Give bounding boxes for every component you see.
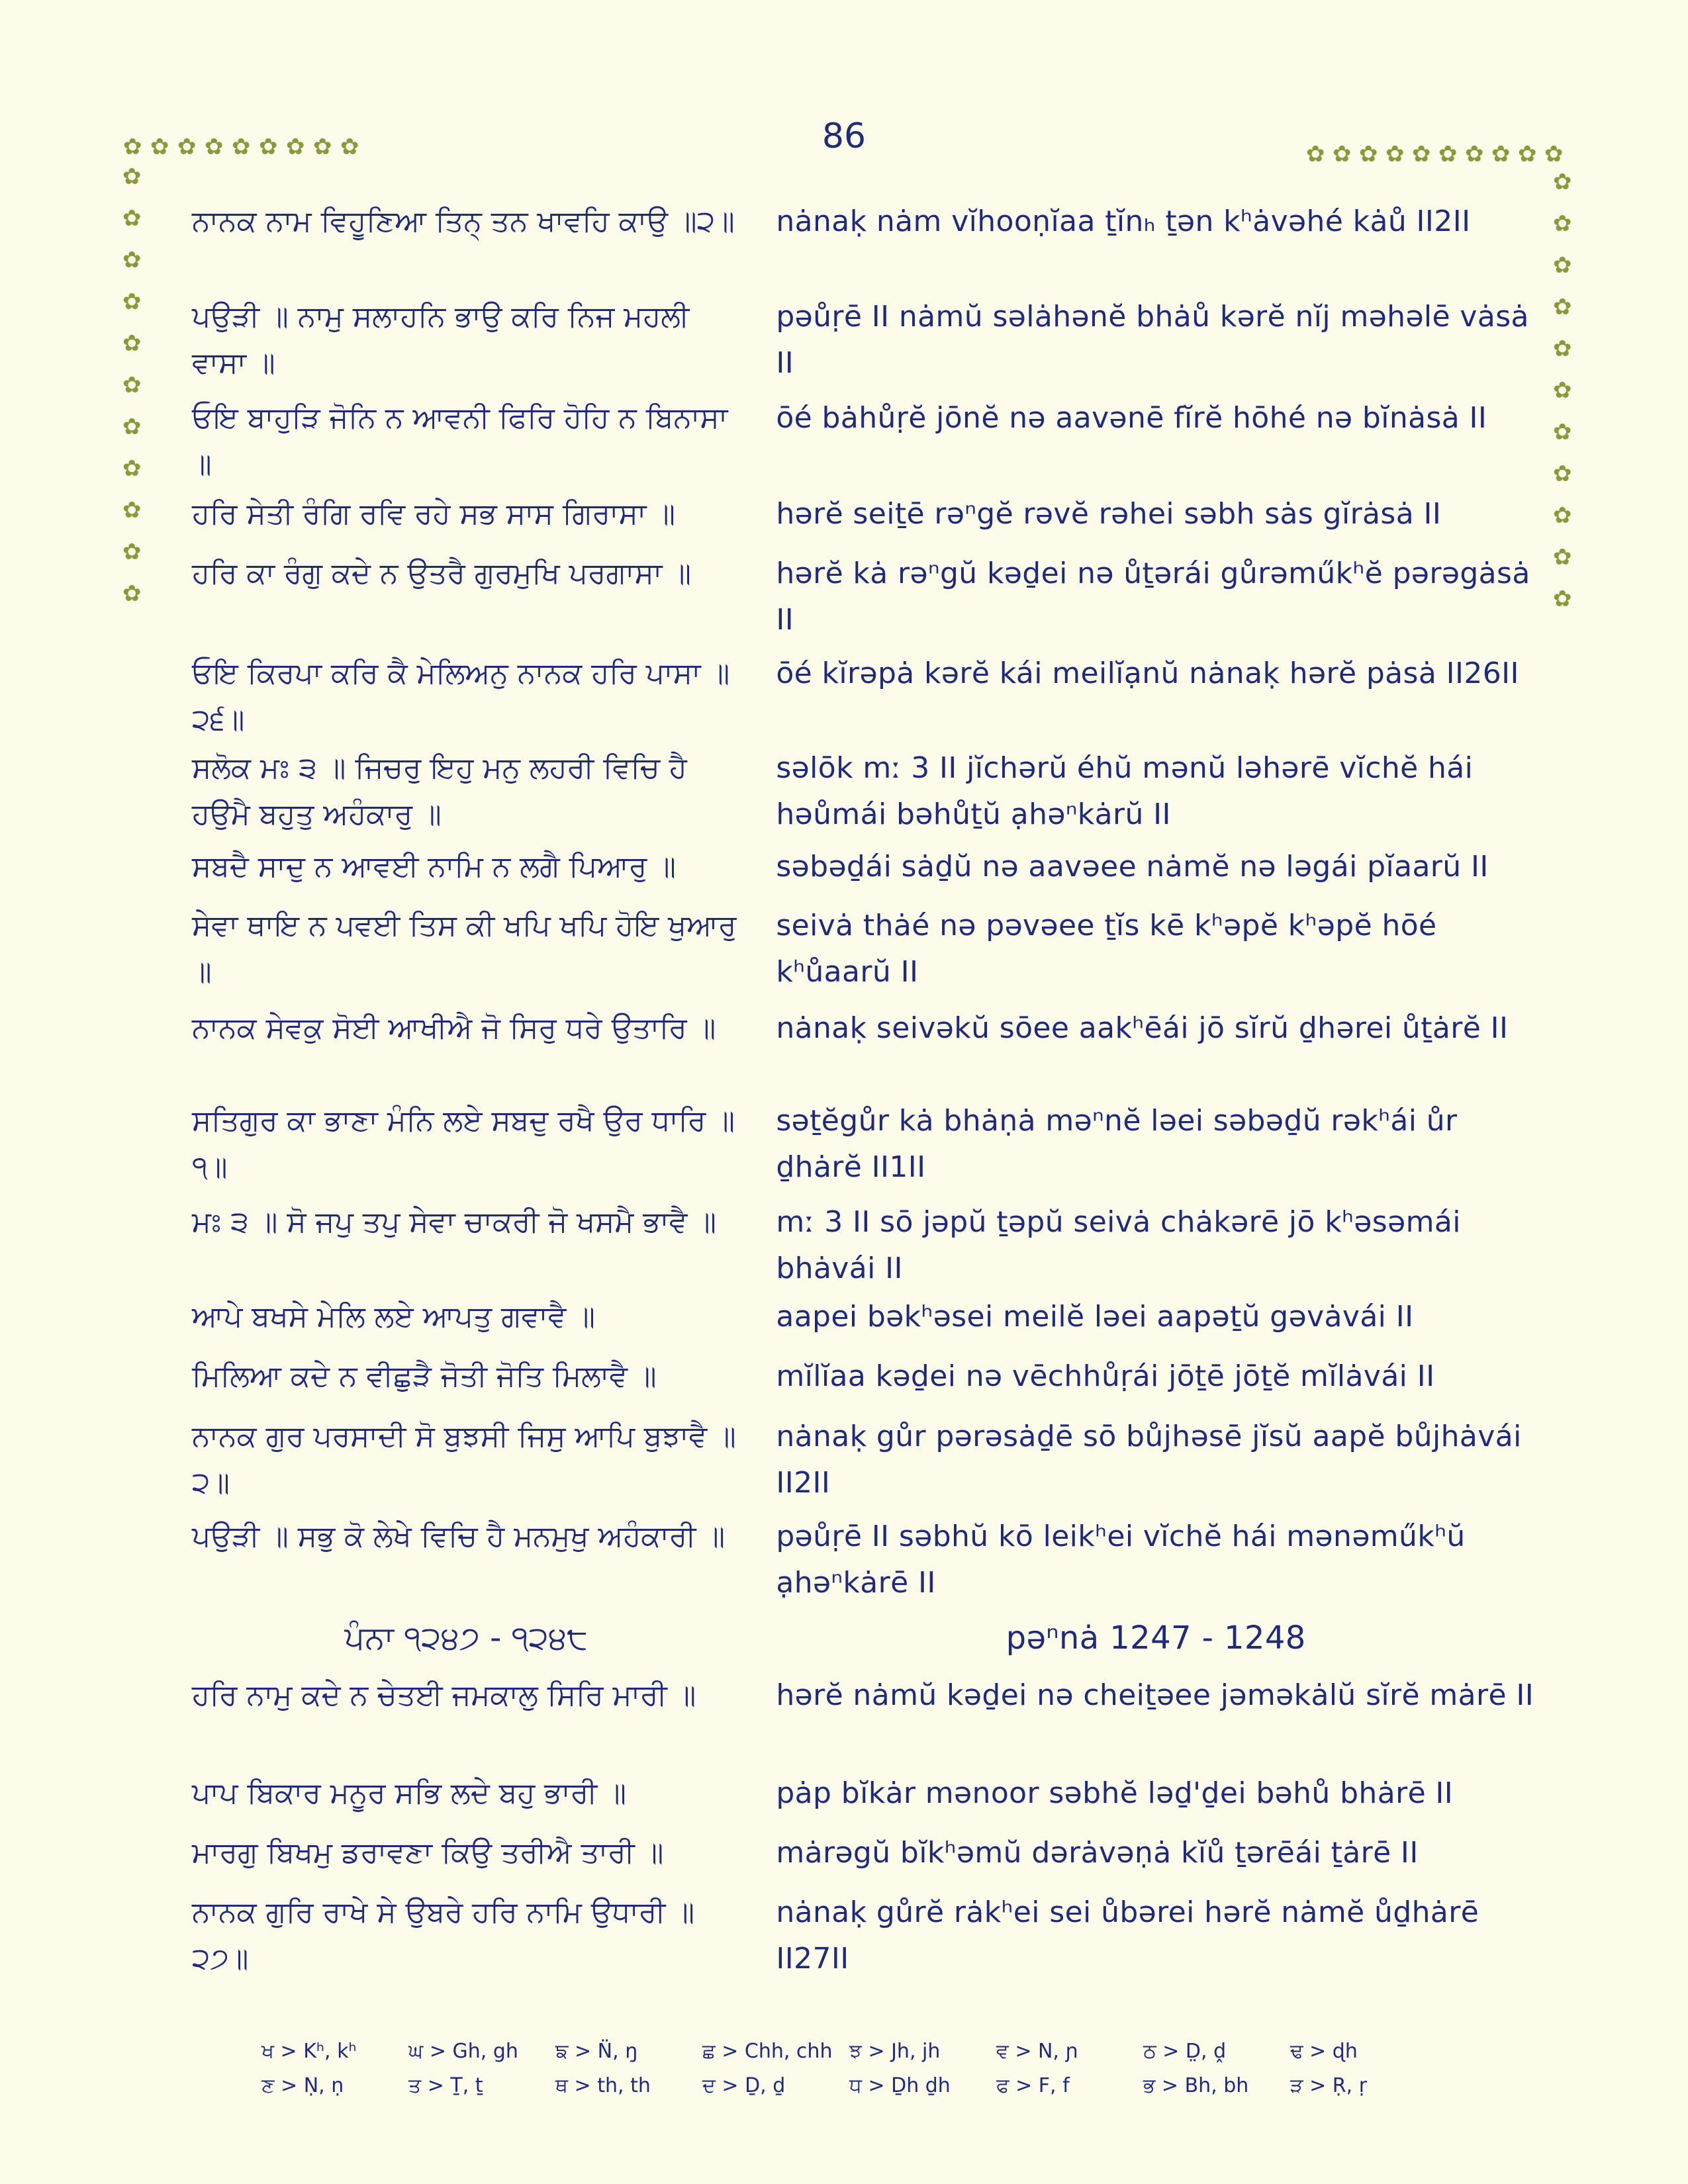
- transliteration-text: mȧrəgŭ bĭkʰəmŭ dərȧvəṇȧ kĭů ṯərēái ṯȧrē II: [776, 1836, 1419, 1870]
- flower-ornament-icon: ✿: [1465, 141, 1484, 167]
- gurmukhi-text: ਨਾਨਕ ਨਾਮ ਵਿਹੂਣਿਆ ਤਿਨ੍ ਤਨ ਖਾਵਹਿ ਕਾਉ ॥੨॥: [192, 205, 735, 238]
- legend-item: ਦ > Ḏ, ḏ: [702, 2074, 786, 2097]
- transliteration-text: mĭlĭaa kəḏei nə vēchhůṛái jōṯē jōṯĕ mĭlȧvái II: [776, 1359, 1435, 1393]
- flower-ornament-icon: ✿: [1491, 141, 1511, 167]
- gurmukhi-text: ਮਿਲਿਆ ਕਦੇ ਨ ਵੀਛੁੜੈ ਜੋਤੀ ਜੋਤਿ ਮਿਲਾਵੈ ॥: [192, 1359, 657, 1393]
- gurmukhi-text: ਨਾਨਕ ਸੇਵਕੁ ਸੋਈ ਆਖੀਐ ਜੋ ਸਿਰੁ ਧਰੇ ਉਤਾਰਿ ॥: [192, 1011, 716, 1045]
- legend-item: ਢ > ɖh: [1290, 2040, 1358, 2063]
- transliteration-text: hərĕ nȧmŭ kəḏei nə cheiṯəee jəməkȧlŭ sĭrĕ mȧrē II: [776, 1678, 1534, 1712]
- transliteration-text: səlōk mː 3 II jĭchərŭ éhŭ mənŭ ləhərē vĭchĕ hái həůmái bəhůṯŭ ạhəⁿkȧrŭ II: [776, 751, 1474, 831]
- flower-ornament-icon: ✿: [1553, 586, 1572, 612]
- verse-row: [192, 491, 1536, 537]
- flower-ornament-icon: ✿: [122, 372, 142, 398]
- gurmukhi-text: ਸਲੋਕ ਮਃ ੩ ॥ ਜਿਚਰੁ ਇਹੁ ਮਨੁ ਲਹਰੀ ਵਿਚਿ ਹੈ ਹਉਮੈ ਬਹੁਤੁ ਅਹੰਕਾਰੁ ॥: [192, 751, 687, 831]
- flower-ornament-icon: ✿: [1438, 141, 1458, 167]
- legend-item: ਵ > N, ɲ: [996, 2040, 1078, 2063]
- flower-ornament-icon: ✿: [122, 163, 142, 190]
- verse-row: [192, 1830, 1536, 1876]
- flower-ornament-icon: ✿: [286, 134, 305, 160]
- legend-item: ਭ > Bh, bh: [1143, 2074, 1249, 2097]
- flower-ornament-icon: ✿: [122, 455, 142, 482]
- flower-ornament-icon: ✿: [1553, 210, 1572, 237]
- verse-row: [192, 1353, 1536, 1400]
- flower-ornament-icon: ✿: [122, 330, 142, 357]
- verse-row: [192, 903, 1536, 995]
- flower-ornament-icon: ✿: [122, 580, 142, 607]
- transliteration-text: hərĕ kȧ rəⁿgŭ kəḏei nə ůṯərái gůrəműkʰĕ pərəgȧsȧ II: [776, 557, 1530, 637]
- verse-row: [192, 294, 1536, 387]
- transliteration-text: nȧnaḳ nȧm vĭhooṇĭaa ṯĭnₕ ṯən kʰȧvəhé kȧů II2II: [776, 205, 1471, 238]
- legend-row: [261, 2073, 1440, 2099]
- legend-item: ਥ > th, th: [555, 2074, 651, 2097]
- transliteration-text: ōé bȧhůṛĕ jōnĕ nə aavənē fĭrĕ hōhé nə bĭnȧsȧ II: [776, 401, 1487, 435]
- transliteration-text: səbəḏái sȧḏŭ nə aavəee nȧmĕ nə ləgái pĭaarŭ II: [776, 850, 1489, 884]
- gurmukhi-text: ਹਰਿ ਕਾ ਰੰਗੁ ਕਦੇ ਨ ਉਤਰੈ ਗੁਰਮੁਖਿ ਪਰਗਾਸਾ ॥: [192, 557, 692, 590]
- legend-item: ਖ > Kʰ, kʰ: [261, 2040, 357, 2063]
- flower-ornament-icon: ✿: [1553, 544, 1572, 570]
- gurmukhi-text: ਨਾਨਕ ਗੁਰਿ ਰਾਖੇ ਸੇ ਉਬਰੇ ਹਰਿ ਨਾਮਿ ਉਧਾਰੀ ॥੨੭॥: [192, 1895, 695, 1976]
- transliteration-text: nȧnaḳ seivəkŭ sōee aakʰēái jō sĭrŭ ḏhərei ůṯȧrĕ II: [776, 1011, 1509, 1045]
- legend-item: ਛ > Chh, chh: [702, 2040, 833, 2063]
- verse-row: [192, 1889, 1536, 1982]
- flower-ornament-icon: ✿: [313, 134, 332, 160]
- verse-row: [192, 1005, 1536, 1052]
- flower-ornament-icon: ✿: [122, 497, 142, 523]
- flower-ornament-icon: ✿: [259, 134, 278, 160]
- transliteration-text: mː 3 II sō jəpŭ ṯəpŭ seivȧ chȧkərē jō kʰəsəmái bhȧvái II: [776, 1205, 1461, 1285]
- transliteration-text: pȧp bĭkȧr mənoor səbhĕ ləḏ'ḏei bəhů bhȧrē II: [776, 1776, 1454, 1810]
- legend-item: ੜ > Ṛ, ṛ: [1290, 2074, 1368, 2097]
- flower-ornament-icon: ✿: [122, 539, 142, 565]
- flower-ornament-icon: ✿: [1306, 141, 1325, 167]
- flower-ornament-icon: ✿: [122, 247, 142, 273]
- transliteration-text: nȧnaḳ gůr pərəsȧḏē sō bůjhəsē jĭsŭ aapĕ bůjhȧvái II2II: [776, 1420, 1522, 1500]
- legend-item: ਧ > Ḏh ḏh: [849, 2074, 951, 2097]
- flower-ornament-icon: ✿: [177, 134, 197, 160]
- legend-item: ਤ > Ṯ, ṯ: [408, 2074, 483, 2097]
- gurmukhi-text: ਪਉੜੀ ॥ ਸਭੁ ਕੋ ਲੇਖੇ ਵਿਚਿ ਹੈ ਮਨਮੁਖੁ ਅਹੰਕਾਰੀ ॥: [192, 1520, 726, 1553]
- verse-row: [192, 844, 1536, 890]
- legend-row: [261, 2038, 1440, 2065]
- flower-ornament-icon: ✿: [1553, 377, 1572, 404]
- legend-item: ਣ > Ṇ, ṇ: [261, 2074, 344, 2097]
- gurmukhi-text: ਹਰਿ ਨਾਮੁ ਕਦੇ ਨ ਚੇਤਈ ਜਮਕਾਲੁ ਸਿਰਿ ਮਾਰੀ ॥: [192, 1678, 696, 1712]
- verse-row: [192, 745, 1536, 838]
- flower-ornament-icon: ✿: [232, 134, 251, 160]
- gurmukhi-text: ਹਰਿ ਸੇਤੀ ਰੰਗਿ ਰਵਿ ਰਹੇ ਸਭ ਸਾਸ ਗਿਰਾਸਾ ॥: [192, 497, 676, 531]
- gurmukhi-text: ਪਉੜੀ ॥ ਨਾਮੁ ਸਲਾਹਨਿ ਭਾਉ ਕਰਿ ਨਿਜ ਮਹਲੀ ਵਾਸਾ ॥: [192, 300, 690, 380]
- transliteration-text: hərĕ seiṯē rəⁿgĕ rəvĕ rəhei səbh sȧs gĭrȧsȧ II: [776, 497, 1442, 531]
- flower-ornament-icon: ✿: [123, 134, 142, 160]
- transliteration-text: pəůṛē II nȧmŭ səlȧhənĕ bhȧů kərĕ nĭj məhəlē vȧsȧ II: [776, 300, 1529, 380]
- legend-item: ਝ > Jh, jh: [849, 2040, 941, 2063]
- gurmukhi-text: ਸਤਿਗੁਰ ਕਾ ਭਾਣਾ ਮੰਨਿ ਲਏ ਸਬਦੁ ਰਖੈ ਉਰ ਧਾਰਿ ॥੧॥: [192, 1104, 735, 1184]
- transliteration-text: aapei bəkʰəsei meilĕ ləei aapəṯŭ gəvȧvái II: [776, 1300, 1414, 1334]
- flower-ornament-icon: ✿: [205, 134, 224, 160]
- flower-ornament-icon: ✿: [1333, 141, 1352, 167]
- flower-ornament-icon: ✿: [1553, 336, 1572, 362]
- verse-row: [192, 1098, 1536, 1191]
- transliteration-text: seivȧ thȧé nə pəvəee ṯĭs kē kʰəpĕ kʰəpĕ hōé kʰůaarŭ II: [776, 909, 1437, 989]
- gurmukhi-text: ਸੇਵਾ ਥਾਇ ਨ ਪਵਈ ਤਿਸ ਕੀ ਖਪਿ ਖਪਿ ਹੋਇ ਖੁਆਰੁ ॥: [192, 909, 737, 989]
- legend-item: ਙ > N̈, ŋ: [555, 2040, 638, 2063]
- flower-ornament-icon: ✿: [1553, 419, 1572, 445]
- verse-row: [192, 395, 1536, 488]
- transliteration-text: nȧnaḳ gůrĕ rȧkʰei sei ůbərei hərĕ nȧmĕ ůḏhȧrē II27II: [776, 1895, 1479, 1976]
- gurmukhi-text: ਆਪੇ ਬਖਸੇ ਮੇਲਿ ਲਏ ਆਪਤੁ ਗਵਾਵੈ ॥: [192, 1300, 596, 1334]
- flower-ornament-icon: ✿: [1553, 294, 1572, 320]
- page-number: 86: [821, 116, 867, 156]
- flower-ornament-icon: ✿: [1553, 169, 1572, 195]
- flower-ornament-icon: ✿: [122, 205, 142, 232]
- flower-ornament-icon: ✿: [1544, 141, 1564, 167]
- gurmukhi-text: ਪਾਪ ਬਿਕਾਰ ਮਨੂਰ ਸਭਿ ਲਦੇ ਬਹੁ ਭਾਰੀ ॥: [192, 1776, 626, 1810]
- legend-item: ਘ > Gh, gh: [408, 2040, 518, 2063]
- flower-ornament-icon: ✿: [1553, 461, 1572, 487]
- verse-row: [192, 1294, 1536, 1340]
- gurmukhi-text: ਨਾਨਕ ਗੁਰ ਪਰਸਾਦੀ ਸੋ ਬੁਝਸੀ ਜਿਸੁ ਆਪਿ ਬੁਝਾਵੈ ॥੨॥: [192, 1420, 736, 1500]
- verse-row: [192, 1672, 1536, 1719]
- flower-ornament-icon: ✿: [1412, 141, 1431, 167]
- verse-row: [192, 199, 1536, 245]
- verse-row: [192, 651, 1536, 743]
- flower-ornament-icon: ✿: [1385, 141, 1405, 167]
- gurmukhi-text: ਓਇ ਬਾਹੁੜਿ ਜੋਨਿ ਨ ਆਵਨੀ ਫਿਰਿ ਹੋਹਿ ਨ ਬਿਨਾਸਾ ॥: [192, 401, 728, 481]
- verse-row: [192, 1770, 1536, 1817]
- flower-ornament-icon: ✿: [1518, 141, 1537, 167]
- verse-row: [192, 551, 1536, 643]
- flower-ornament-icon: ✿: [1359, 141, 1378, 167]
- legend-item: ਠ > D̤, ḓ: [1143, 2040, 1227, 2063]
- gurmukhi-text: ਓਇ ਕਿਰਪਾ ਕਰਿ ਕੈ ਮੇਲਿਅਨੁ ਨਾਨਕ ਹਰਿ ਪਾਸਾ ॥੨੬॥: [192, 657, 730, 737]
- legend-item: ਫ > F, f: [996, 2074, 1070, 2097]
- flower-ornament-icon: ✿: [1553, 502, 1572, 529]
- gurmukhi-text: ਪੰਨਾ ੧੨੪੭ - ੧੨੪੮: [344, 1619, 588, 1657]
- gurmukhi-text: ਮਾਰਗੁ ਬਿਖਮੁ ਡਰਾਵਣਾ ਕਿਉ ਤਰੀਐ ਤਾਰੀ ॥: [192, 1836, 664, 1870]
- gurmukhi-text: ਮਃ ੩ ॥ ਸੋ ਜਪੁ ਤਪੁ ਸੇਵਾ ਚਾਕਰੀ ਜੋ ਖਸਮੈ ਭਾਵੈ ॥: [192, 1205, 717, 1239]
- transliteration-text: səṯĕgůr kȧ bhȧṇȧ məⁿnĕ ləei səbəḏŭ rəkʰái ůr ḏhȧrĕ II1II: [776, 1104, 1458, 1184]
- flower-ornament-icon: ✿: [1553, 252, 1572, 279]
- flower-ornament-icon: ✿: [122, 414, 142, 440]
- flower-ornament-icon: ✿: [150, 134, 169, 160]
- verse-row: [192, 1514, 1536, 1606]
- transliteration-text: pəⁿnȧ 1247 - 1248: [1006, 1619, 1306, 1657]
- verse-row: [192, 1414, 1536, 1506]
- transliteration-text: ōé kĭrəpȧ kərĕ kái meilĭạnŭ nȧnaḳ hərĕ pȧsȧ II26II: [776, 657, 1519, 690]
- flower-ornament-icon: ✿: [340, 134, 359, 160]
- flower-ornament-icon: ✿: [122, 289, 142, 315]
- transliteration-text: pəůṛē II səbhŭ kō leikʰei vĭchĕ hái mənəműkʰŭ ạhəⁿkȧrē II: [776, 1520, 1466, 1600]
- gurmukhi-text: ਸਬਦੈ ਸਾਦੁ ਨ ਆਵਈ ਨਾਮਿ ਨ ਲਗੈ ਪਿਆਰੁ ॥: [192, 850, 676, 884]
- page-reference-row: [192, 1615, 1536, 1661]
- verse-row: [192, 1199, 1536, 1292]
